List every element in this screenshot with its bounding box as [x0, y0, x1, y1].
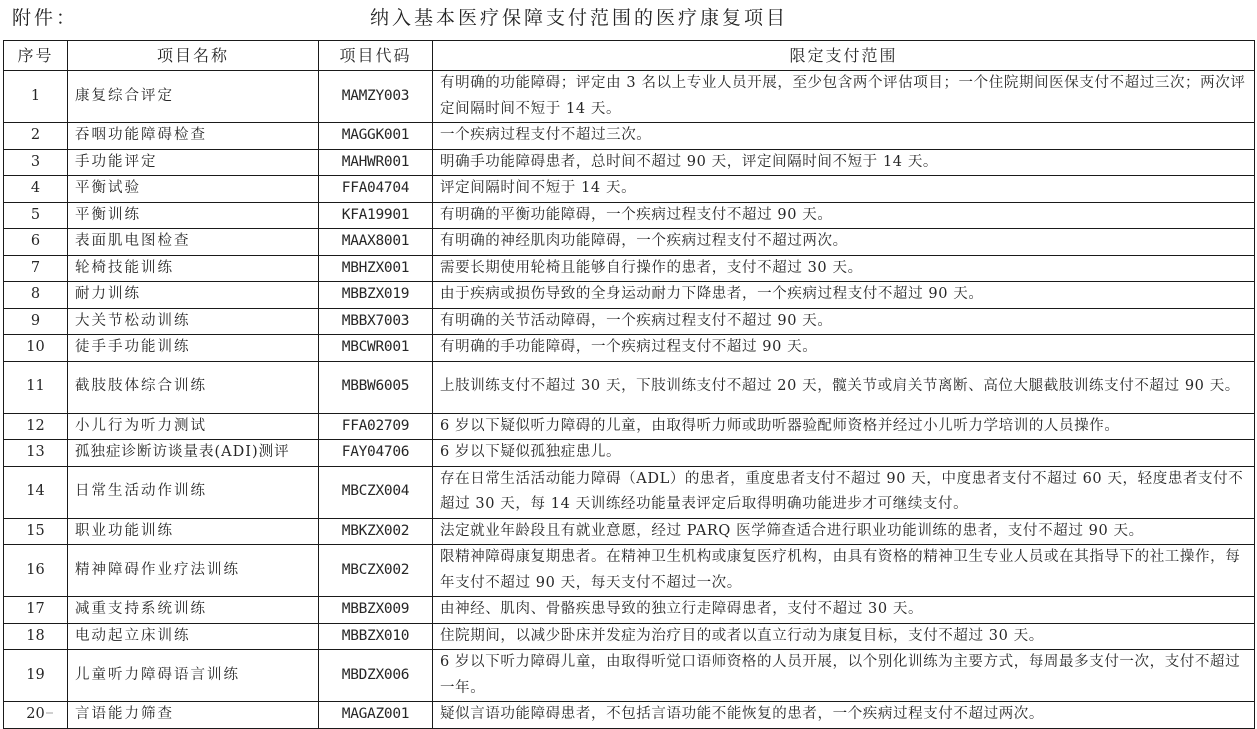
- row-scope: 有明确的手功能障碍，一个疾病过程支付不超过 90 天。: [433, 335, 1255, 362]
- row-no: 17: [4, 597, 68, 624]
- row-code: FFA02709: [319, 413, 433, 440]
- row-code: FAY04706: [319, 440, 433, 467]
- row-code: MAGAZ001: [319, 702, 433, 729]
- row-no: 5: [4, 202, 68, 229]
- row-no: 18: [4, 623, 68, 650]
- row-no: 12: [4, 413, 68, 440]
- table-row: [4, 255, 1255, 282]
- row-scope: 有明确的神经肌肉功能障碍，一个疾病过程支付不超过两次。: [433, 229, 1255, 256]
- row-name: 言语能力筛查: [68, 702, 319, 729]
- row-no: 10: [4, 335, 68, 362]
- row-name: 大关节松动训练: [68, 308, 319, 335]
- row-code: MBDZX006: [319, 650, 433, 702]
- row-name: 康复综合评定: [68, 71, 319, 123]
- row-scope: 有明确的平衡功能障碍，一个疾病过程支付不超过 90 天。: [433, 202, 1255, 229]
- row-code: MAGGK001: [319, 123, 433, 150]
- row-code: MAAX8001: [319, 229, 433, 256]
- row-no: 16: [4, 545, 68, 597]
- row-scope: 需要长期使用轮椅且能够自行操作的患者，支付不超过 30 天。: [433, 255, 1255, 282]
- row-no: 8: [4, 282, 68, 309]
- table-row: [4, 597, 1255, 624]
- row-code: MBBW6005: [319, 361, 433, 413]
- table-row: [4, 466, 1255, 518]
- table-row: [4, 361, 1255, 413]
- row-name: 平衡训练: [68, 202, 319, 229]
- row-no: 3: [4, 149, 68, 176]
- row-name: 日常生活动作训练: [68, 466, 319, 518]
- row-name: 平衡试验: [68, 176, 319, 203]
- row-no: 14: [4, 466, 68, 518]
- row-code: KFA19901: [319, 202, 433, 229]
- header-no: 序号: [4, 41, 68, 71]
- row-no: 13: [4, 440, 68, 467]
- row-code: MBBZX019: [319, 282, 433, 309]
- row-no: 9: [4, 308, 68, 335]
- row-code: MBHZX001: [319, 255, 433, 282]
- row-name: 精神障碍作业疗法训练: [68, 545, 319, 597]
- row-code: MBBX7003: [319, 308, 433, 335]
- row-name: 截肢肢体综合训练: [68, 361, 319, 413]
- row-scope: 存在日常生活活动能力障碍（ADL）的患者，重度患者支付不超过 90 天，中度患者支付不超过 60 天，轻度患者支付不超过 30 天，每 14 天训练经功能量表评定后取得明确功能进步才可继续支付。: [433, 466, 1255, 518]
- row-no: 19: [4, 650, 68, 702]
- row-code: MBBZX009: [319, 597, 433, 624]
- header-scope: 限定支付范围: [433, 41, 1255, 71]
- table-row: [4, 123, 1255, 150]
- row-no: 20: [4, 702, 68, 729]
- row-name: 耐力训练: [68, 282, 319, 309]
- table-row: [4, 650, 1255, 702]
- table-row: [4, 335, 1255, 362]
- row-name: 小儿行为听力测试: [68, 413, 319, 440]
- row-scope: 明确手功能障碍患者，总时间不超过 90 天，评定间隔时间不短于 14 天。: [433, 149, 1255, 176]
- header-name: 项目名称: [68, 41, 319, 71]
- table-row: [4, 413, 1255, 440]
- row-scope: 限精神障碍康复期患者。在精神卫生机构或康复医疗机构，由具有资格的精神卫生专业人员或在其指导下的社工操作，每年支付不超过 90 天，每天支付不超过一次。: [433, 545, 1255, 597]
- row-scope: 有明确的关节活动障碍，一个疾病过程支付不超过 90 天。: [433, 308, 1255, 335]
- row-no: 11: [4, 361, 68, 413]
- row-scope: 由神经、肌肉、骨骼疾患导致的独立行走障碍患者，支付不超过 30 天。: [433, 597, 1255, 624]
- document-title: 纳入基本医疗保障支付范围的医疗康复项目: [370, 7, 789, 29]
- row-scope: 法定就业年龄段且有就业意愿，经过 PARQ 医学筛查适合进行职业功能训练的患者，支付不超过 90 天。: [433, 518, 1255, 545]
- row-code: MBCWR001: [319, 335, 433, 362]
- header-code: 项目代码: [319, 41, 433, 71]
- row-name: 表面肌电图检查: [68, 229, 319, 256]
- row-name: 吞咽功能障碍检查: [68, 123, 319, 150]
- row-code: MBCZX004: [319, 466, 433, 518]
- row-no: 7: [4, 255, 68, 282]
- row-no: 2: [4, 123, 68, 150]
- row-code: MAHWR001: [319, 149, 433, 176]
- row-no: 1: [4, 71, 68, 123]
- row-scope: 评定间隔时间不短于 14 天。: [433, 176, 1255, 203]
- table-row: [4, 308, 1255, 335]
- table-row: [4, 176, 1255, 203]
- row-code: MBCZX002: [319, 545, 433, 597]
- table-row: [4, 282, 1255, 309]
- row-scope: 上肢训练支付不超过 30 天，下肢训练支付不超过 20 天，髋关节或肩关节离断、高位大腿截肢训练支付不超过 90 天。: [433, 361, 1255, 413]
- row-scope: 6 岁以下疑似听力障碍的儿童，由取得听力师或助听器验配师资格并经过小儿听力学培训的人员操作。: [433, 413, 1255, 440]
- table-row: [4, 202, 1255, 229]
- attachment-label: 附件：: [12, 7, 79, 29]
- row-code: MBKZX002: [319, 518, 433, 545]
- row-code: MAMZY003: [319, 71, 433, 123]
- row-code: FFA04704: [319, 176, 433, 203]
- row-scope: 由于疾病或损伤导致的全身运动耐力下降患者，一个疾病过程支付不超过 90 天。: [433, 282, 1255, 309]
- row-scope: 疑似言语功能障碍患者，不包括言语功能不能恢复的患者，一个疾病过程支付不超过两次。: [433, 702, 1255, 729]
- row-name: 孤独症诊断访谈量表(ADI)测评: [68, 440, 319, 467]
- rehab-items-table: [3, 40, 1255, 729]
- row-no: 15: [4, 518, 68, 545]
- row-name: 徒手手功能训练: [68, 335, 319, 362]
- table-row: [4, 149, 1255, 176]
- row-scope: 一个疾病过程支付不超过三次。: [433, 123, 1255, 150]
- row-code: MBBZX010: [319, 623, 433, 650]
- row-no: 4: [4, 176, 68, 203]
- row-no: 6: [4, 229, 68, 256]
- table-header-row: [4, 41, 1255, 71]
- table-row: [4, 545, 1255, 597]
- table-row: [4, 440, 1255, 467]
- row-scope: 6 岁以下疑似孤独症患儿。: [433, 440, 1255, 467]
- row-name: 电动起立床训练: [68, 623, 319, 650]
- row-name: 职业功能训练: [68, 518, 319, 545]
- table-row: [4, 518, 1255, 545]
- row-name: 手功能评定: [68, 149, 319, 176]
- row-name: 儿童听力障碍语言训练: [68, 650, 319, 702]
- row-scope: 6 岁以下听力障碍儿童，由取得听觉口语师资格的人员开展，以个别化训练为主要方式，每周最多支付一次，支付不超过一年。: [433, 650, 1255, 702]
- row-scope: 有明确的功能障碍；评定由 3 名以上专业人员开展，至少包含两个评估项目；一个住院期间医保支付不超过三次；两次评定间隔时间不短于 14 天。: [433, 71, 1255, 123]
- table-row: [4, 623, 1255, 650]
- table-row: [4, 71, 1255, 123]
- row-name: 减重支持系统训练: [68, 597, 319, 624]
- table-row: [4, 702, 1255, 729]
- row-name: 轮椅技能训练: [68, 255, 319, 282]
- table-row: [4, 229, 1255, 256]
- row-scope: 住院期间，以减少卧床并发症为治疗目的或者以直立行动为康复目标，支付不超过 30 天。: [433, 623, 1255, 650]
